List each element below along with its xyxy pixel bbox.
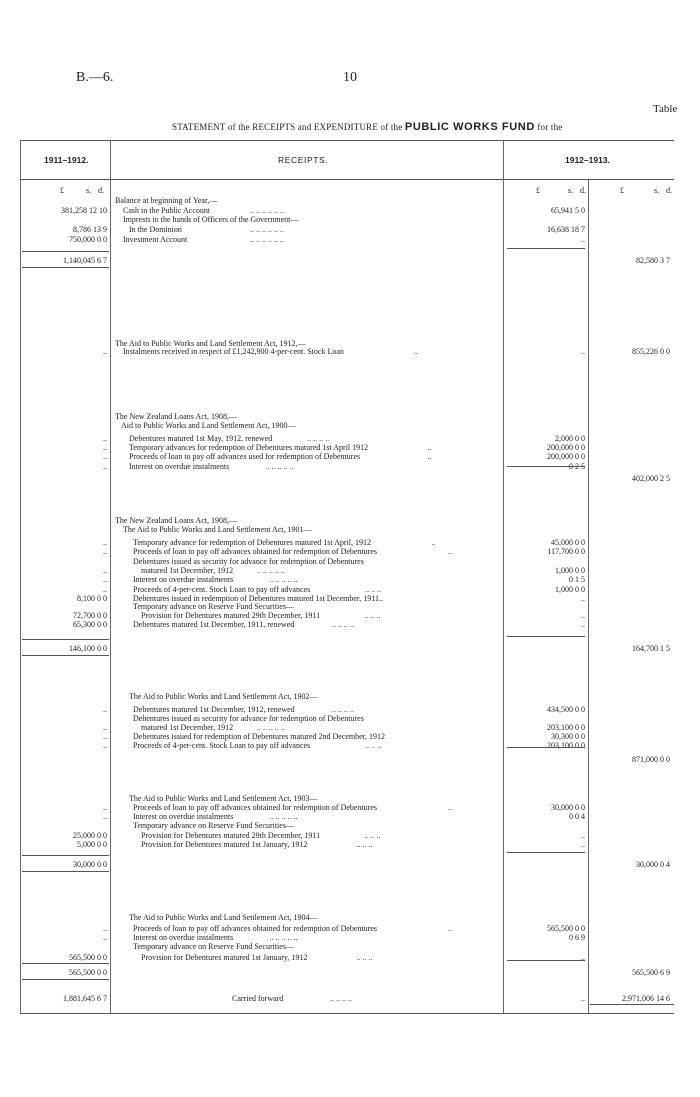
left-amount: ..: [103, 538, 107, 547]
mid-column-rule: [507, 466, 585, 467]
leader-dots: ..: [427, 443, 432, 452]
leader-dots: .. .. .. .. ..: [269, 812, 298, 821]
leader-dots: .. .. .. .. .. ..: [250, 225, 284, 234]
mid-amount: 117,700 0 0: [547, 547, 585, 556]
leader-dots: ..: [448, 924, 453, 933]
column-left-year: 1911–1912.: [44, 155, 89, 165]
left-amount: ..: [103, 452, 107, 461]
subtotal-rule-bottom: [22, 267, 109, 268]
left-amount: ..: [103, 705, 107, 714]
leader-dots: ..: [413, 347, 418, 356]
row-label: Debentures issued as security for advance for redemption of Debentures: [133, 557, 364, 566]
row-label: Debentures matured 1st December, 1912, renewed: [133, 705, 295, 714]
mid-amount: 16,638 18 7: [547, 225, 585, 234]
title-pre: STATEMENT of the RECEIPTS and EXPENDITURE of the: [172, 122, 403, 132]
row-label: Interest on overdue instalments: [133, 812, 234, 821]
left-amount: 8,786 13 9: [73, 225, 107, 234]
statement-title: [172, 121, 562, 133]
row-label: Instalments received in respect of £1,242,900 4-per-cent. Stock Loan: [123, 347, 344, 356]
mid-amount: ..: [581, 611, 585, 620]
currency-d-mid: d.: [580, 186, 586, 195]
currency-pound-mid: £: [536, 186, 540, 195]
mid-amount: 0 6 9: [569, 933, 585, 942]
left-amount: 8,100 0 0: [77, 594, 107, 603]
leader-dots: .. .. .. ..: [330, 994, 352, 1003]
row-label: Provision for Debentures matured 29th December, 1911: [141, 831, 321, 840]
title-post: for the: [537, 122, 563, 132]
left-border: [20, 140, 21, 1013]
currency-s-right: s.: [654, 186, 660, 195]
row-label: Proceeds of loan to pay off advances used for redemption of Debentures: [129, 452, 361, 461]
mid-amount: 0 0 4: [569, 812, 585, 821]
left-amount: 381,258 12 10: [61, 206, 107, 215]
row-label: Proceeds of 4-per-cent. Stock Loan to pay off advances: [133, 741, 311, 750]
left-amount: ..: [103, 443, 107, 452]
right-amount: 30,000 0 4: [636, 860, 670, 869]
left-amount: ..: [103, 462, 107, 471]
row-label: Provision for Debentures matured 29th December, 1911: [141, 611, 321, 620]
row-label: The Aid to Public Works and Land Settlement Act, 1903—: [129, 794, 318, 803]
right-amount: 871,000 0 0: [632, 755, 670, 764]
right-amount: 164,700 1 5: [632, 644, 670, 653]
row-label: The New Zealand Loans Act, 1908,—: [115, 412, 237, 421]
row-label: Debentures matured 1st May, 1912, renewed: [129, 434, 273, 443]
left-amount: 25,000 0 0: [73, 831, 107, 840]
col-divider-mid: [503, 140, 504, 1013]
leader-dots: .. .. .. ..: [307, 434, 330, 443]
mid-amount: 203,100 0 0: [547, 741, 585, 750]
column-receipts: RECEIPTS.: [278, 155, 329, 165]
row-label: Proceeds of loan to pay off advances obtained for redemption of Debentures: [133, 803, 377, 812]
mid-amount: 1,000 0 0: [555, 566, 585, 575]
table-bottom-rule: [20, 1013, 674, 1014]
leader-dots: .. .. ..: [365, 741, 382, 750]
leader-dots: ..: [431, 538, 436, 547]
mid-amount: 65,941 5 0: [551, 206, 585, 215]
left-amount: ..: [103, 347, 107, 356]
row-label: Temporary advance on Reserve Fund Securities—: [133, 602, 294, 611]
leader-dots: .. .. .. .. ..: [265, 462, 294, 471]
leader-dots: .. .. ..: [356, 840, 373, 849]
left-amount: ..: [103, 575, 107, 584]
row-label: matured 1st December, 1912: [141, 566, 234, 575]
mid-amount: 200,000 0 0: [547, 443, 585, 452]
left-amount: ..: [103, 741, 107, 750]
currency-d-left: d.: [98, 186, 104, 195]
subtotal-rule: [22, 855, 109, 856]
row-label: Interest on overdue instalments: [133, 933, 234, 942]
page-number: 10: [343, 70, 357, 85]
leader-dots: ..: [448, 803, 453, 812]
header-bottom-rule: [20, 179, 674, 180]
mid-amount: 2,000 0 0: [555, 434, 585, 443]
leader-dots: .. .. .. .. ..: [256, 723, 285, 732]
row-label: The Aid to Public Works and Land Settlement Act, 1902—: [129, 692, 318, 701]
left-subtotal: 30,000 0 0: [73, 860, 107, 869]
mid-amount: ..: [581, 620, 585, 629]
row-label: In the Dominion: [129, 225, 182, 234]
mid-amount: ..: [581, 840, 585, 849]
row-label: Investment Account: [123, 235, 188, 244]
row-label: Temporary advance on Reserve Fund Securities—: [133, 942, 294, 951]
mid-amount: 565,500 0 0: [547, 924, 585, 933]
leader-dots: .. .. .. .. ..: [256, 566, 285, 575]
leader-dots: ..: [448, 547, 453, 556]
currency-s-left: s.: [86, 186, 92, 195]
left-amount: ..: [103, 585, 107, 594]
left-amount: ..: [103, 812, 107, 821]
subtotal-rule: [22, 251, 109, 252]
left-amount: 65,300 0 0: [73, 620, 107, 629]
leader-dots: .. .. .. ..: [331, 620, 354, 629]
table-top-rule: [20, 140, 674, 141]
mid-amount: ..: [581, 235, 585, 244]
left-amount: 565,500 0 0: [69, 953, 107, 962]
mid-amount: ..: [581, 994, 585, 1003]
currency-d-right: d.: [666, 186, 672, 195]
left-amount: ..: [103, 566, 107, 575]
left-amount: 72,700 0 0: [73, 611, 107, 620]
leader-dots: .. .. ..: [364, 611, 381, 620]
row-label: Temporary advance for redemption of Debentures matured 1st April, 1912: [133, 538, 372, 547]
row-label: Debentures issued in redemption of Debentures matured 1st December, 1911..: [133, 594, 383, 603]
row-label: Temporary advances for redemption of Debentures matured 1st April 1912: [129, 443, 369, 452]
final-total-rule: [590, 1004, 674, 1005]
mid-amount: ..: [581, 953, 585, 962]
row-label: The Aid to Public Works and Land Settlement Act, 1904—: [129, 913, 318, 922]
leader-dots: .. .. .. .. ..: [269, 933, 298, 942]
subtotal-rule-bottom: [22, 979, 109, 980]
currency-pound-left: £: [60, 186, 64, 195]
left-amount: 5,000 0 0: [77, 840, 107, 849]
row-label: Balance at beginning of Year,—: [115, 196, 218, 205]
row-label: Debentures issued as security for advance for redemption of Debentures: [133, 714, 364, 723]
left-amount: ..: [103, 547, 107, 556]
mid-amount: 200,000 0 0: [547, 452, 585, 461]
title-fund: PUBLIC WORKS FUND: [404, 121, 535, 133]
row-label: The Aid to Public Works and Land Settlement Act, 1912,—: [115, 339, 306, 348]
leader-dots: .. .. ..: [356, 953, 373, 962]
mid-column-rule: [507, 248, 585, 249]
table-label: Table: [653, 103, 678, 115]
row-label: Interest on overdue instalments: [133, 575, 234, 584]
column-right-year: 1912–1913.: [565, 155, 610, 165]
subtotal-rule-bottom: [22, 871, 109, 872]
row-label: Aid to Public Works and Land Settlement Act, 1900—: [121, 421, 296, 430]
leader-dots: ..: [427, 452, 432, 461]
mid-amount: 434,500 0 0: [547, 705, 585, 714]
row-label: Provision for Debentures matured 1st January, 1912: [141, 953, 308, 962]
mid-amount: 203,100 0 0: [547, 723, 585, 732]
mid-column-rule: [507, 960, 585, 961]
col-divider-right: [588, 180, 589, 1013]
mid-amount: 0 2 5: [569, 462, 585, 471]
left-amount: ..: [103, 434, 107, 443]
row-label: Imprests in the hands of Officers of the Government—: [123, 215, 299, 224]
mid-amount: 30,000 0 0: [551, 803, 585, 812]
mid-amount: 1,000 0 0: [555, 585, 585, 594]
left-amount: ..: [103, 924, 107, 933]
right-amount: 2,971,006 14 6: [622, 994, 670, 1003]
left-amount: ..: [103, 803, 107, 812]
right-amount: 565,500 6 9: [632, 968, 670, 977]
row-label: Interest on overdue instalments: [129, 462, 230, 471]
mid-amount: ..: [581, 831, 585, 840]
right-amount: 855,226 0 0: [632, 347, 670, 356]
left-amount: ..: [103, 933, 107, 942]
mid-amount: ..: [581, 594, 585, 603]
subtotal-rule: [22, 963, 109, 964]
page-code: B.—6.: [76, 70, 114, 85]
row-label: Provision for Debentures matured 1st January, 1912: [141, 840, 308, 849]
leader-dots: .. .. .. .. .. ..: [250, 235, 284, 244]
row-label: Debentures issued for redemption of Debentures matured 2nd December, 1912: [133, 732, 386, 741]
col-divider-left: [110, 140, 111, 1013]
row-label: The Aid to Public Works and Land Settlement Act, 1901—: [123, 525, 312, 534]
left-amount: ..: [103, 732, 107, 741]
mid-amount: ..: [581, 347, 585, 356]
right-amount: 82,580 3 7: [636, 256, 670, 265]
mid-amount: 30,300 0 0: [551, 732, 585, 741]
currency-s-mid: s.: [568, 186, 574, 195]
leader-dots: .. .. .. .. .. ..: [250, 206, 284, 215]
mid-amount: 45,000 0 0: [551, 538, 585, 547]
row-label: Proceeds of loan to pay off advances obtained for redemption of Debentures: [133, 547, 377, 556]
mid-column-rule: [507, 852, 585, 853]
row-label: Proceeds of loan to pay off advances obtained for redemption of Debentures: [133, 924, 377, 933]
leader-dots: .. .. ..: [364, 831, 381, 840]
mid-column-rule: [507, 636, 585, 637]
mid-amount: 0 1 5: [569, 575, 585, 584]
row-label: The New Zealand Loans Act, 1908,—: [115, 516, 237, 525]
row-label: matured 1st December, 1912: [141, 723, 234, 732]
right-amount: 402,000 2 5: [632, 474, 670, 483]
leader-dots: .. .. .. ..: [331, 705, 354, 714]
row-label: Cash in the Public Account: [123, 206, 211, 215]
currency-pound-right: £: [620, 186, 624, 195]
row-label: Temporary advance on Reserve Fund Securities—: [133, 821, 294, 830]
row-label: Proceeds of 4-per-cent. Stock Loan to pay off advances: [133, 585, 311, 594]
subtotal-rule: [22, 639, 109, 640]
left-amount: 750,000 0 0: [69, 235, 107, 244]
mid-column-rule: [507, 747, 585, 748]
left-amount: 1,881,645 6 7: [63, 994, 107, 1003]
subtotal-rule-bottom: [22, 655, 109, 656]
left-subtotal: 146,100 0 0: [69, 644, 107, 653]
left-subtotal: 565,500 0 0: [69, 968, 107, 977]
leader-dots: .. .. ..: [365, 585, 382, 594]
left-amount: ..: [103, 723, 107, 732]
row-label: Debentures matured 1st December, 1911, renewed: [133, 620, 295, 629]
row-label: Carried forward: [232, 994, 284, 1003]
leader-dots: .. .. .. .. ..: [269, 575, 298, 584]
left-subtotal: 1,140,045 6 7: [63, 256, 107, 265]
